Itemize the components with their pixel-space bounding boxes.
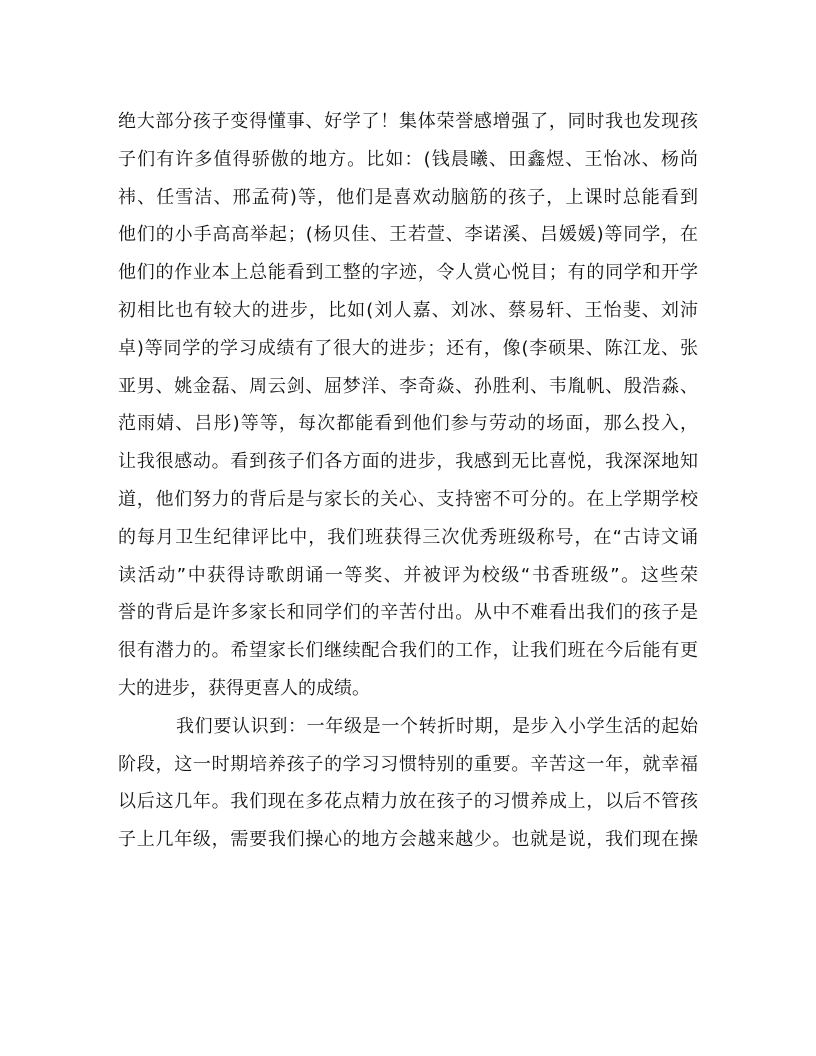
paragraph-1 — [118, 103, 698, 708]
text-line: 让我很感动。看到孩子们各方面的进步，我感到无比喜悦，我深深地知 — [118, 451, 698, 473]
text-line: 很有潜力的。希望家长们继续配合我们的工作，让我们班在今后能有更 — [118, 640, 698, 662]
text-line: 大的进步，获得更喜人的成绩。 — [118, 677, 370, 699]
text-line: 的每月卫生纪律评比中，我们班获得三次优秀班级称号，在“古诗文诵 — [118, 526, 698, 548]
text-line: 他们的小手高高举起；(杨贝佳、王若萱、李诺溪、吕媛媛)等同学，在 — [118, 224, 698, 246]
text-line: 阶段，这一时期培养孩子的学习习惯特别的重要。辛苦这一年，就幸福 — [118, 753, 698, 775]
text-line: 我们要认识到：一年级是一个转折时期，是步入小学生活的起始 — [176, 715, 698, 737]
text-line: 子们有许多值得骄傲的地方。比如：(钱晨曦、田鑫煜、王怡冰、杨尚 — [118, 148, 698, 170]
text-line: 范雨婧、吕彤)等等，每次都能看到他们参与劳动的场面，那么投入， — [118, 413, 698, 435]
text-line: 初相比也有较大的进步，比如(刘人嘉、刘冰、蔡易轩、王怡斐、刘沛 — [118, 299, 698, 321]
text-line: 祎、任雪洁、邢孟荷)等，他们是喜欢动脑筋的孩子，上课时总能看到 — [118, 186, 698, 208]
text-line: 亚男、姚金磊、周云剑、屈梦洋、李奇焱、孙胜利、韦胤帆、殷浩淼、 — [118, 375, 698, 397]
text-line: 道，他们努力的背后是与家长的关心、支持密不可分的。在上学期学校 — [118, 488, 698, 510]
text-line: 他们的作业本上总能看到工整的字迹，令人赏心悦目；有的同学和开学 — [118, 262, 698, 284]
text-line: 绝大部分孩子变得懂事、好学了！集体荣誉感增强了，同时我也发现孩 — [118, 111, 698, 132]
document-body — [118, 103, 698, 859]
text-line: 誉的背后是许多家长和同学们的辛苦付出。从中不难看出我们的孩子是 — [118, 602, 698, 624]
text-line: 子上几年级，需要我们操心的地方会越来越少。也就是说，我们现在操 — [118, 829, 698, 851]
text-line: 卓)等同学的学习成绩有了很大的进步；还有，像(李硕果、陈江龙、张 — [118, 337, 698, 359]
text-line: 读活动”中获得诗歌朗诵一等奖、并被评为校级“书香班级”。这些荣 — [118, 564, 698, 586]
paragraph-2 — [118, 708, 698, 859]
text-line: 以后这几年。我们现在多花点精力放在孩子的习惯养成上，以后不管孩 — [118, 791, 698, 813]
